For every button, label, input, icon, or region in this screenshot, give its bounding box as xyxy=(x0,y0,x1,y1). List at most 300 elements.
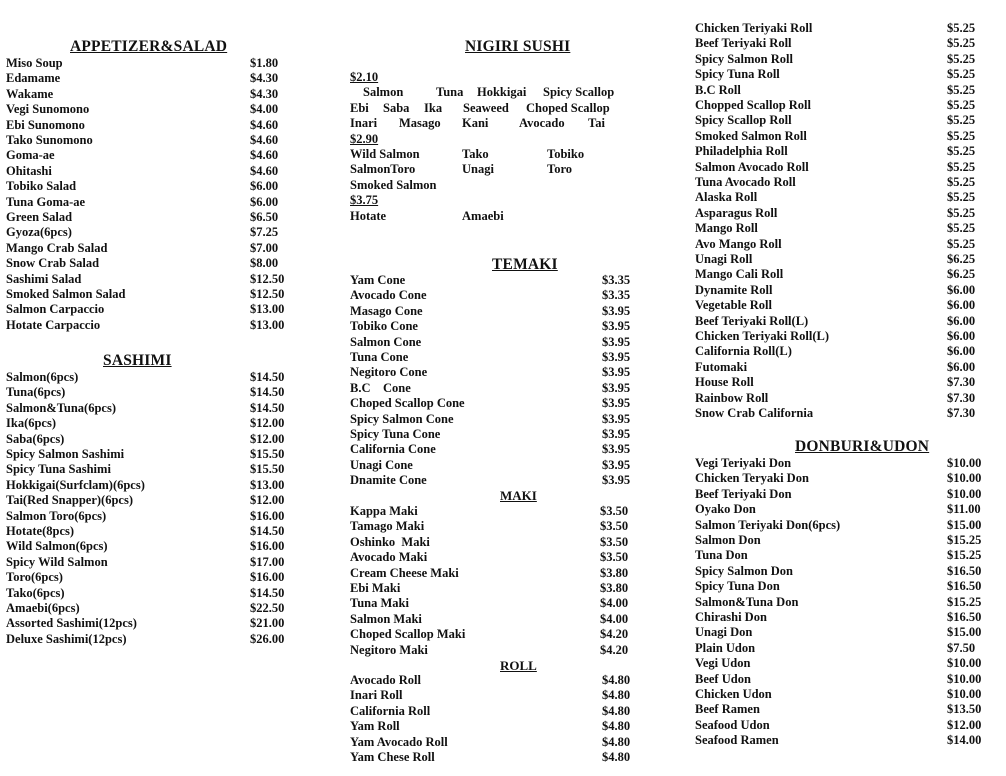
menu-item-name: Dnamite Cone xyxy=(350,473,427,488)
menu-item xyxy=(695,641,995,656)
menu-item xyxy=(695,113,995,128)
menu-item xyxy=(6,539,306,554)
menu-item-name: Beef Teriyaki Don xyxy=(695,486,792,501)
menu-item-name: Wild Salmon(6pcs) xyxy=(6,539,108,554)
menu-item-price: $6.00 xyxy=(250,179,279,194)
menu-item xyxy=(350,396,650,411)
menu-item-price: $3.50 xyxy=(600,534,629,549)
menu-item-price: $10.00 xyxy=(947,671,982,686)
menu-item-price: $4.20 xyxy=(600,627,629,642)
menu-item xyxy=(695,67,995,82)
menu-item-price: $10.00 xyxy=(947,687,982,701)
nigiri-line xyxy=(350,147,650,162)
nigiri-item: Smoked Salmon xyxy=(350,177,437,192)
menu-item-price: $6.00 xyxy=(947,298,976,313)
menu-item xyxy=(6,195,306,210)
menu-item xyxy=(350,750,650,765)
menu-item xyxy=(6,432,306,447)
menu-item xyxy=(6,370,306,385)
menu-item xyxy=(695,206,995,221)
menu-item-name: Tai(Red Snapper)(6pcs) xyxy=(6,493,133,508)
menu-item-name: Choped Scallop Cone xyxy=(350,396,465,411)
menu-item-name: Salmon Cone xyxy=(350,334,422,349)
menu-item-name: Deluxe Sashimi(12pcs) xyxy=(6,631,127,646)
nigiri-line xyxy=(350,178,650,193)
menu-item-price: $13.00 xyxy=(250,477,285,492)
menu-item-name: Avocado Cone xyxy=(350,288,427,303)
menu-item xyxy=(350,735,650,750)
menu-item-name: Hotate Carpaccio xyxy=(6,317,101,332)
menu-item-price: $3.95 xyxy=(602,380,631,395)
menu-item-name: Beef Teriyaki Roll xyxy=(695,36,792,51)
menu-item xyxy=(6,272,306,287)
menu-item-price: $3.80 xyxy=(600,581,629,595)
menu-item-price: $3.95 xyxy=(602,427,631,441)
nigiri-item: Masago xyxy=(399,116,441,131)
menu-item-price: $5.25 xyxy=(947,221,976,236)
menu-item-price: $16.50 xyxy=(947,610,982,624)
menu-item-price: $6.00 xyxy=(947,359,976,374)
menu-item-name: Unagi Roll xyxy=(695,252,753,266)
menu-item xyxy=(695,252,995,267)
menu-item-price: $5.25 xyxy=(947,67,976,82)
menu-item-price: $6.25 xyxy=(947,267,976,282)
menu-item-name: Ohitashi xyxy=(6,163,52,178)
menu-item xyxy=(6,102,306,117)
menu-item-price: $6.00 xyxy=(947,344,976,359)
menu-item-price: $4.80 xyxy=(602,688,631,703)
menu-item-name: Avocado Maki xyxy=(350,550,428,565)
menu-item-name: Tako(6pcs) xyxy=(6,585,65,600)
menu-item-name: Salmon Maki xyxy=(350,611,422,626)
menu-item-name: House Roll xyxy=(695,375,754,390)
nigiri-line xyxy=(350,209,650,224)
menu-item-name: Tobiko Cone xyxy=(350,319,418,334)
nigiri-item: Seaweed xyxy=(463,100,509,115)
menu-item-price: $4.80 xyxy=(602,719,631,734)
menu-item-name: Vegetable Roll xyxy=(695,298,772,313)
menu-item-price: $4.00 xyxy=(600,596,629,611)
menu-item xyxy=(695,718,995,733)
menu-item-name: Goma-ae xyxy=(6,148,55,163)
menu-item-name: Salmon Carpaccio xyxy=(6,302,105,317)
menu-item-name: Ebi Maki xyxy=(350,581,401,595)
menu-item xyxy=(695,702,995,717)
menu-item xyxy=(695,36,995,51)
menu-item-name: Tuna Cone xyxy=(350,350,409,364)
menu-item-name: Spicy Salmon Sashimi xyxy=(6,447,125,461)
menu-item-price: $7.30 xyxy=(947,406,976,420)
menu-item-name: Tobiko Salad xyxy=(6,179,77,194)
menu-item-name: Philadelphia Roll xyxy=(695,144,788,159)
nigiri-item: Salmon xyxy=(363,85,404,100)
menu-item xyxy=(6,318,306,333)
menu-item-price: $21.00 xyxy=(250,616,285,631)
menu-item-name: Tuna(6pcs) xyxy=(6,385,66,400)
menu-item-price: $5.25 xyxy=(947,205,976,220)
menu-item-name: Wakame xyxy=(6,86,54,101)
menu-item-name: Beef Ramen xyxy=(695,702,760,717)
menu-item xyxy=(350,381,650,396)
menu-item-price: $5.25 xyxy=(947,175,976,189)
menu-item xyxy=(695,237,995,252)
menu-item-price: $10.00 xyxy=(947,656,982,671)
menu-item-price: $16.50 xyxy=(947,579,982,594)
menu-item xyxy=(350,473,650,488)
menu-item-name: Seafood Udon xyxy=(695,717,770,732)
menu-item xyxy=(6,210,306,225)
menu-item-name: Spicy Salmon Don xyxy=(695,563,793,578)
menu-item-price: $3.95 xyxy=(602,350,631,364)
menu-item-name: Salmon Toro(6pcs) xyxy=(6,508,107,523)
menu-item xyxy=(350,412,650,427)
menu-item xyxy=(695,487,995,502)
menu-item-price: $14.50 xyxy=(250,370,285,384)
menu-item-price: $5.25 xyxy=(947,51,976,66)
menu-item xyxy=(695,129,995,144)
menu-item xyxy=(350,319,650,334)
menu-item xyxy=(6,287,306,302)
menu-item-name: Futomaki xyxy=(695,359,748,374)
menu-item-name: Alaska Roll xyxy=(695,190,758,205)
menu-item-price: $16.00 xyxy=(250,570,285,585)
menu-item-name: Choped Scallop Maki xyxy=(350,627,466,642)
menu-item xyxy=(350,365,650,380)
menu-item-name: Hokkigai(Surfclam)(6pcs) xyxy=(6,477,145,492)
menu-item xyxy=(6,616,306,631)
menu-item xyxy=(695,456,995,471)
menu-item xyxy=(695,21,995,36)
menu-item-name: California Cone xyxy=(350,442,436,457)
nigiri-item: Avocado xyxy=(519,116,565,131)
nigiri-line xyxy=(350,85,650,100)
menu-item-name: Seafood Ramen xyxy=(695,733,779,748)
menu-item-price: $6.25 xyxy=(947,252,976,266)
menu-item-name: Ika(6pcs) xyxy=(6,416,57,431)
menu-item-price: $3.95 xyxy=(602,303,631,318)
nigiri-line xyxy=(350,116,650,131)
menu-item-name: Tuna Don xyxy=(695,548,748,563)
menu-item-price: $7.00 xyxy=(250,240,279,255)
menu-item xyxy=(350,427,650,442)
menu-item xyxy=(350,581,650,596)
menu-item xyxy=(350,550,650,565)
menu-item xyxy=(695,375,995,390)
menu-item xyxy=(695,548,995,563)
menu-item-name: Tuna Avocado Roll xyxy=(695,175,796,189)
menu-item xyxy=(350,458,650,473)
section-title-donburi: DONBURI&UDON xyxy=(795,438,930,455)
menu-item-price: $4.00 xyxy=(250,102,279,117)
menu-item xyxy=(695,687,995,702)
section-title-appetizer: APPETIZER&SALAD xyxy=(70,38,228,55)
menu-item-name: Spicy Scallop Roll xyxy=(695,113,792,128)
menu-item xyxy=(350,566,650,581)
menu-item xyxy=(350,719,650,734)
menu-item-name: Chicken Teriyaki Roll(L) xyxy=(695,329,830,343)
menu-item-name: Snow Crab California xyxy=(695,406,814,420)
menu-item-name: Spicy Tuna Cone xyxy=(350,427,441,441)
menu-item-price: $4.60 xyxy=(250,117,279,132)
menu-item-name: Amaebi(6pcs) xyxy=(6,601,80,615)
menu-item-price: $7.50 xyxy=(947,640,976,655)
section-title-temaki: TEMAKI xyxy=(492,256,558,273)
nigiri-price-tier: $2.10 xyxy=(350,70,379,84)
menu-item xyxy=(695,221,995,236)
menu-item-price: $12.00 xyxy=(250,431,285,446)
menu-item-name: Spicy Tuna Sashimi xyxy=(6,462,111,477)
sashimi-list xyxy=(6,370,306,650)
menu-item-price: $10.00 xyxy=(947,456,982,470)
menu-item-price: $22.50 xyxy=(250,601,285,615)
menu-item-price: $7.30 xyxy=(947,375,976,390)
menu-item xyxy=(695,471,995,486)
menu-item xyxy=(6,241,306,256)
menu-item-price: $3.95 xyxy=(602,334,631,349)
menu-item-price: $3.80 xyxy=(600,565,629,580)
menu-item xyxy=(350,688,650,703)
menu-item xyxy=(695,267,995,282)
nigiri-item: Hokkigai xyxy=(477,85,527,100)
menu-item xyxy=(6,586,306,601)
menu-item-price: $5.25 xyxy=(947,144,976,159)
nigiri-line xyxy=(350,162,650,177)
menu-item-name: B.C Roll xyxy=(695,82,741,97)
menu-item-name: Assorted Sashimi(12pcs) xyxy=(6,616,137,631)
menu-item-price: $4.30 xyxy=(250,86,279,101)
menu-item-price: $14.50 xyxy=(250,385,285,400)
menu-item-price: $4.60 xyxy=(250,163,279,178)
menu-item xyxy=(695,672,995,687)
menu-item-name: Green Salad xyxy=(6,210,73,224)
menu-item xyxy=(6,478,306,493)
menu-item-price: $15.25 xyxy=(947,594,982,609)
menu-item-name: Smoked Salmon Salad xyxy=(6,287,126,301)
menu-item xyxy=(6,164,306,179)
menu-item xyxy=(350,596,650,611)
menu-item-name: Mango Roll xyxy=(695,221,758,236)
menu-item-price: $4.80 xyxy=(602,703,631,718)
menu-item-price: $26.00 xyxy=(250,631,285,646)
menu-item-price: $14.50 xyxy=(250,585,285,600)
menu-item-name: Oshinko Maki xyxy=(350,534,430,549)
menu-item-name: Vegi Teriyaki Don xyxy=(695,456,792,470)
menu-item xyxy=(6,302,306,317)
maki-list xyxy=(350,504,650,664)
menu-item xyxy=(695,52,995,67)
menu-item-price: $6.00 xyxy=(947,329,976,343)
menu-item xyxy=(6,416,306,431)
menu-item-price: $15.00 xyxy=(947,517,982,532)
menu-item xyxy=(6,555,306,570)
menu-item xyxy=(6,56,306,71)
menu-item xyxy=(6,71,306,86)
menu-item-name: Salmon&Tuna Don xyxy=(695,594,799,609)
section-title-nigiri: NIGIRI SUSHI xyxy=(465,38,571,55)
section-title-roll: ROLL xyxy=(500,658,537,673)
section-title-sashimi: SASHIMI xyxy=(103,352,172,369)
menu-item-name: Rainbow Roll xyxy=(695,390,769,405)
menu-item-price: $5.25 xyxy=(947,21,976,35)
menu-item-price: $3.95 xyxy=(602,411,631,426)
nigiri-item: Tuna xyxy=(436,85,464,100)
menu-item-price: $13.00 xyxy=(250,302,285,317)
menu-item xyxy=(6,179,306,194)
menu-item xyxy=(695,391,995,406)
menu-item xyxy=(695,83,995,98)
menu-item-name: Unagi Cone xyxy=(350,457,413,472)
menu-item-name: B.C Cone xyxy=(350,380,411,395)
menu-item xyxy=(6,524,306,539)
menu-item-price: $5.25 xyxy=(947,113,976,128)
nigiri-item: SalmonToro xyxy=(350,162,416,177)
menu-item-price: $15.00 xyxy=(947,625,982,640)
menu-item-price: $5.25 xyxy=(947,82,976,97)
menu-item-name: Vegi Sunomono xyxy=(6,102,90,117)
menu-item-price: $12.50 xyxy=(250,271,285,286)
menu-item xyxy=(6,225,306,240)
menu-item-name: Chopped Scallop Roll xyxy=(695,98,812,112)
menu-item-price: $3.50 xyxy=(600,519,629,534)
menu-item xyxy=(695,329,995,344)
nigiri-item: Ebi xyxy=(350,100,369,115)
menu-item-name: Salmon(6pcs) xyxy=(6,370,79,384)
menu-item-name: Mango Cali Roll xyxy=(695,267,784,282)
roll-continued-list xyxy=(695,21,995,426)
appetizer-list xyxy=(6,56,306,336)
menu-item-name: Snow Crab Salad xyxy=(6,256,100,271)
menu-item-name: Asparagus Roll xyxy=(695,205,778,220)
menu-item xyxy=(695,406,995,421)
menu-item-price: $8.00 xyxy=(250,256,279,271)
menu-item-name: Edamame xyxy=(6,71,61,86)
menu-item xyxy=(695,344,995,359)
menu-item-price: $3.35 xyxy=(602,288,631,303)
menu-item xyxy=(350,273,650,288)
menu-item xyxy=(6,256,306,271)
nigiri-list xyxy=(350,70,650,230)
menu-item xyxy=(350,627,650,642)
menu-item xyxy=(6,493,306,508)
menu-item-name: Salmon Teriyaki Don(6pcs) xyxy=(695,517,841,532)
menu-item-price: $3.95 xyxy=(602,365,631,380)
menu-item-price: $6.00 xyxy=(947,282,976,297)
menu-item-price: $14.50 xyxy=(250,400,285,415)
menu-item-price: $3.50 xyxy=(600,550,629,565)
menu-item-price: $4.60 xyxy=(250,133,279,147)
menu-item-price: $4.80 xyxy=(602,734,631,749)
menu-item xyxy=(695,656,995,671)
menu-item-name: Sashimi Salad xyxy=(6,271,82,286)
menu-item-price: $6.50 xyxy=(250,210,279,224)
menu-item-price: $7.25 xyxy=(250,225,279,240)
menu-item-name: Vegi Udon xyxy=(695,656,751,671)
menu-item xyxy=(6,118,306,133)
menu-item-name: Toro(6pcs) xyxy=(6,570,63,585)
menu-item-name: Hotate(8pcs) xyxy=(6,524,75,538)
menu-item-price: $5.25 xyxy=(947,236,976,251)
menu-item xyxy=(695,190,995,205)
menu-item xyxy=(695,518,995,533)
menu-item-name: California Roll(L) xyxy=(695,344,792,359)
menu-item-price: $12.00 xyxy=(947,717,982,732)
menu-item-price: $4.60 xyxy=(250,148,279,163)
menu-item xyxy=(695,595,995,610)
menu-item xyxy=(350,612,650,627)
menu-item-price: $15.25 xyxy=(947,548,982,563)
menu-item-name: Beef Udon xyxy=(695,671,751,686)
menu-item-price: $14.00 xyxy=(947,733,982,748)
menu-item-price: $4.00 xyxy=(600,611,629,626)
menu-item-price: $1.80 xyxy=(250,56,279,70)
menu-item-name: Tako Sunomono xyxy=(6,133,93,147)
menu-item xyxy=(6,570,306,585)
menu-item-name: Saba(6pcs) xyxy=(6,431,65,446)
menu-item-name: Unagi Don xyxy=(695,625,753,640)
menu-item-price: $5.25 xyxy=(947,159,976,174)
menu-item-price: $5.25 xyxy=(947,36,976,51)
menu-item-price: $14.50 xyxy=(250,524,285,538)
menu-item-price: $15.50 xyxy=(250,462,285,477)
menu-item-name: Kappa Maki xyxy=(350,504,418,518)
menu-item xyxy=(350,504,650,519)
menu-item xyxy=(695,502,995,517)
menu-item-price: $3.95 xyxy=(602,457,631,472)
nigiri-item: Spicy Scallop xyxy=(543,85,615,100)
menu-item-name: Chicken Teriyaki Roll xyxy=(695,21,813,35)
menu-item-price: $16.00 xyxy=(250,508,285,523)
menu-item-price: $6.00 xyxy=(250,194,279,209)
menu-item xyxy=(350,673,650,688)
menu-item-price: $15.25 xyxy=(947,533,982,547)
menu-item-name: Spicy Salmon Cone xyxy=(350,411,454,426)
menu-item-price: $3.95 xyxy=(602,473,631,488)
menu-item-name: Plain Udon xyxy=(695,640,756,655)
nigiri-item: Toro xyxy=(547,162,573,177)
menu-item-name: Salmon Avocado Roll xyxy=(695,159,809,174)
menu-item xyxy=(350,442,650,457)
menu-item xyxy=(695,564,995,579)
menu-item-name: Tuna Maki xyxy=(350,596,409,611)
menu-item-price: $5.25 xyxy=(947,98,976,112)
menu-item-price: $10.00 xyxy=(947,486,982,501)
menu-item-name: Cream Cheese Maki xyxy=(350,565,459,580)
menu-item-name: Spicy Tuna Roll xyxy=(695,67,780,82)
nigiri-item: Kani xyxy=(462,116,489,131)
menu-item xyxy=(350,643,650,658)
nigiri-item: Saba xyxy=(383,100,410,115)
menu-item-name: Avocado Roll xyxy=(350,673,421,687)
menu-item-price: $12.00 xyxy=(250,493,285,508)
nigiri-item: Choped Scallop xyxy=(526,100,610,115)
menu-item xyxy=(350,335,650,350)
menu-item-price: $12.50 xyxy=(250,287,285,301)
menu-item-price: $13.50 xyxy=(947,702,982,717)
menu-item-price: $7.30 xyxy=(947,390,976,405)
menu-item-name: Spicy Tuna Don xyxy=(695,579,780,594)
menu-item xyxy=(350,304,650,319)
nigiri-item: Ika xyxy=(424,100,443,115)
menu-item-name: Negitoro Maki xyxy=(350,642,428,657)
menu-item xyxy=(6,462,306,477)
menu-item-name: Dynamite Roll xyxy=(695,282,773,297)
menu-item-name: Tuna Goma-ae xyxy=(6,194,86,209)
menu-item xyxy=(695,360,995,375)
menu-item-name: Ebi Sunomono xyxy=(6,117,85,132)
menu-item-price: $4.20 xyxy=(600,642,629,657)
temaki-list xyxy=(350,273,650,493)
menu-item-price: $3.35 xyxy=(602,273,631,287)
